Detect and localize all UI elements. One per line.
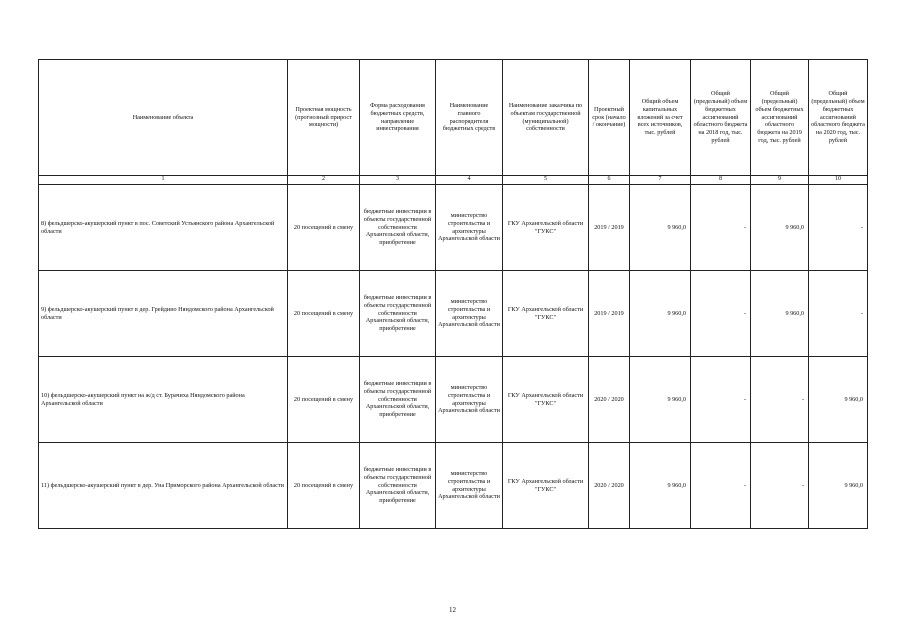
budget-manager-cell: министерство строительства и архитектуры Архангельской области: [436, 185, 503, 271]
header-budget-2019: Общий (предельный) объем бюджетных ассигнований областного бюджета на 2019 год, тыс. рублей: [751, 60, 809, 176]
column-number: 3: [360, 176, 436, 185]
spending-form-cell: бюджетные инвестиции в объекты государственной собственности Архангельской области, приобретение: [360, 443, 436, 529]
page-number: 12: [449, 606, 456, 614]
table-header-row: [39, 60, 868, 176]
investment-objects-table: [38, 59, 868, 529]
budget-2019-cell: 9 960,0: [751, 271, 809, 357]
column-number: 2: [288, 176, 360, 185]
total-investment-cell: 9 960,0: [630, 357, 691, 443]
header-customer: Наименование заказчика по объектам государственной (муниципальной) собственности: [503, 60, 589, 176]
total-investment-cell: 9 960,0: [630, 443, 691, 529]
column-number: 9: [751, 176, 809, 185]
table-row: [39, 271, 868, 357]
customer-cell: ГКУ Архангельской области "ГУКС": [503, 443, 589, 529]
budget-2018-cell: -: [691, 443, 751, 529]
table-row: [39, 443, 868, 529]
budget-manager-cell: министерство строительства и архитектуры Архангельской области: [436, 271, 503, 357]
header-object-name: Наименование объекта: [39, 60, 288, 176]
object-name-cell: 8) фельдшерско-акушерский пункт в пос. Советский Устьянского района Архангельской области: [39, 185, 288, 271]
capacity-cell: 20 посещений в смену: [288, 357, 360, 443]
column-number: 4: [436, 176, 503, 185]
term-cell: 2020 / 2020: [589, 357, 630, 443]
customer-cell: ГКУ Архангельской области "ГУКС": [503, 357, 589, 443]
term-cell: 2019 / 2019: [589, 271, 630, 357]
budget-2019-cell: -: [751, 357, 809, 443]
table-row: [39, 357, 868, 443]
budget-2020-cell: -: [809, 271, 868, 357]
budget-manager-cell: министерство строительства и архитектуры Архангельской области: [436, 443, 503, 529]
header-spending-form: Форма расходования бюджетных средств, направление инвестирования: [360, 60, 436, 176]
header-budget-manager: Наименование главного распорядителя бюджетных средств: [436, 60, 503, 176]
header-budget-2020: Общий (предельный) объем бюджетных ассигнований областного бюджета на 2020 год, тыс. рублей: [809, 60, 868, 176]
column-numbers-row: [39, 176, 868, 185]
budget-2018-cell: -: [691, 357, 751, 443]
table-row: [39, 185, 868, 271]
budget-2020-cell: 9 960,0: [809, 357, 868, 443]
budget-manager-cell: министерство строительства и архитектуры Архангельской области: [436, 357, 503, 443]
header-term: Проектный срок (начало / окончание): [589, 60, 630, 176]
capacity-cell: 20 посещений в смену: [288, 185, 360, 271]
total-investment-cell: 9 960,0: [630, 271, 691, 357]
budget-2019-cell: 9 960,0: [751, 185, 809, 271]
spending-form-cell: бюджетные инвестиции в объекты государственной собственности Архангельской области, приобретение: [360, 185, 436, 271]
capacity-cell: 20 посещений в смену: [288, 443, 360, 529]
column-number: 6: [589, 176, 630, 185]
object-name-cell: 10) фельдшерско-акушерский пункт на ж/д ст. Бурачиха Няндомского района Архангельской области: [39, 357, 288, 443]
header-total-investment: Общий объем капитальных вложений за счет всех источников, тыс. рублей: [630, 60, 691, 176]
customer-cell: ГКУ Архангельской области "ГУКС": [503, 185, 589, 271]
header-capacity: Проектная мощность (прогнозный прирост мощности): [288, 60, 360, 176]
column-number: 7: [630, 176, 691, 185]
term-cell: 2020 / 2020: [589, 443, 630, 529]
budget-2020-cell: -: [809, 185, 868, 271]
budget-2019-cell: -: [751, 443, 809, 529]
total-investment-cell: 9 960,0: [630, 185, 691, 271]
term-cell: 2019 / 2019: [589, 185, 630, 271]
column-number: 10: [809, 176, 868, 185]
object-name-cell: 11) фельдшерско-акушерский пункт в дер. Уна Приморского района Архангельской области: [39, 443, 288, 529]
customer-cell: ГКУ Архангельской области "ГУКС": [503, 271, 589, 357]
budget-2018-cell: -: [691, 185, 751, 271]
column-number: 8: [691, 176, 751, 185]
budget-2018-cell: -: [691, 271, 751, 357]
capacity-cell: 20 посещений в смену: [288, 271, 360, 357]
column-number: 5: [503, 176, 589, 185]
column-number: 1: [39, 176, 288, 185]
object-name-cell: 9) фельдшерско-акушерский пункт в дер. Грейдино Няндомского района Архангельской области: [39, 271, 288, 357]
budget-2020-cell: 9 960,0: [809, 443, 868, 529]
spending-form-cell: бюджетные инвестиции в объекты государственной собственности Архангельской области, приобретение: [360, 357, 436, 443]
header-budget-2018: Общий (предельный) объем бюджетных ассигнований областного бюджета на 2018 год, тыс. рублей: [691, 60, 751, 176]
spending-form-cell: бюджетные инвестиции в объекты государственной собственности Архангельской области, приобретение: [360, 271, 436, 357]
